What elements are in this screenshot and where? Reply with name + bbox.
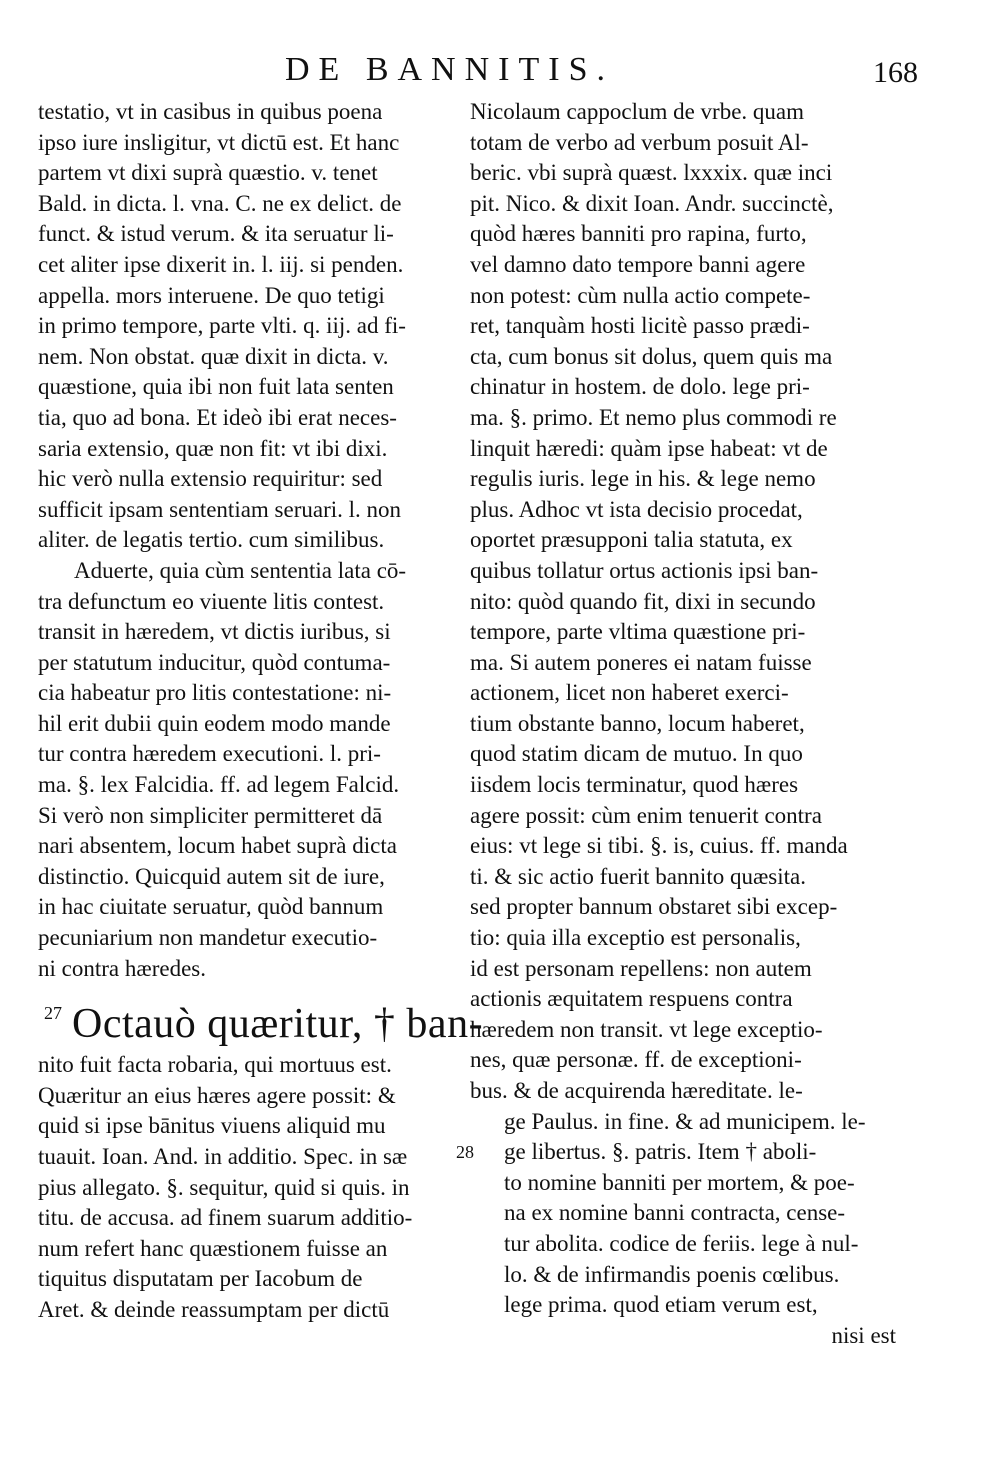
text-line: agere possit: cùm enim tenuerit contra [470,802,822,828]
text-line: tuauit. Ioan. And. in additio. Spec. in sæ [38,1144,408,1169]
text-line: sed propter bannum obstaret sibi excep- [470,894,838,920]
text-line-numbered [456,1137,900,1168]
text-line: linquit hæredi: quàm ipse habeat: vt de [470,435,828,461]
section-heading-line [38,998,484,1050]
text-line: aliter. de legatis tertio. cum similibus. [38,527,385,553]
text-line: actionem, licet non haberet exerci- [470,680,789,706]
text-line: quæstione, quia ibi non fuit lata senten [38,374,394,400]
text-line: Nicolaum cappoclum de vrbe. quam [470,99,805,124]
text-line: per statutum inducitur, quòd contuma- [38,649,391,675]
text-line: tium obstante banno, locum haberet, [470,710,805,736]
text-line: ipso iure insligitur, vt dictū est. Et hanc [38,129,400,155]
text-line: nito: quòd quando fit, dixi in secundo [470,588,816,614]
text-line: testatio, vt in casibus in quibus poena [38,99,383,124]
marginal-number: 28 [456,1142,474,1163]
text-line: id est personam repellens: non autem [470,955,812,981]
text-line: totam de verbo ad verbum posuit Al- [470,129,809,155]
text-line: regulis iuris. lege in his. & lege nemo [470,466,816,492]
paragraph-3 [38,1050,468,1325]
text-line: Si verò non simpliciter permitteret dā [38,802,383,828]
text-line: non potest: cùm nulla actio compete- [470,282,811,308]
text-line: in primo tempore, parte vlti. q. iij. ad fi- [38,313,406,339]
text-line: tia, quo ad bona. Et ideò ibi erat neces- [38,404,397,430]
running-title: DE BANNITIS. [285,51,614,88]
text-line: hic verò nulla extensio requiritur: sed [38,466,383,492]
text-line: cet aliter ipse dixerit in. l. iij. si penden. [38,251,404,277]
text-line: lo. & de infirmandis poenis cœlibus. [504,1261,840,1287]
text-line: nes, quæ personæ. ff. de exceptioni- [470,1047,802,1073]
text-line: ret, tanquàm hosti licitè passo prædi- [470,313,810,339]
catchword: nisi est [831,1322,896,1348]
text-line: plus. Adhoc vt ista decisio procedat, [470,496,803,522]
text-line: nem. Non obstat. quæ dixit in dicta. v. [38,343,389,369]
text-line: saria extensio, quæ non fit: vt ibi dixi. [38,435,388,461]
text-line: cta, cum bonus sit dolus, quem quis ma [470,343,833,369]
text-line: Aduerte, quia cùm sententia lata cō- [74,557,407,583]
spacer [38,984,468,998]
text-line: actionis æquitatem respuens contra [470,986,793,1012]
text-line: hæredem non transit. vt lege exceptio- [470,1016,823,1042]
text-line: quid si ipse bānitus viuens aliquid mu [38,1113,386,1139]
text-line: ge Paulus. in fine. & ad municipem. le- [504,1108,866,1134]
paragraph-1 [38,97,468,556]
paragraph-2 [38,556,468,984]
text-line: tiquitus disputatam per Iacobum de [38,1266,363,1292]
text-line: to nomine banniti per mortem, & poe- [504,1169,855,1195]
text-line: ma. §. lex Falcidia. ff. ad legem Falcid. [38,772,400,798]
text-line: num refert hanc quæstionem fuisse an [38,1235,388,1261]
marginal-number: 27 [44,1003,62,1024]
text-line: bus. & de acquirenda hæreditate. le- [470,1078,803,1103]
text-line: quibus tollatur ortus actionis ipsi ban- [470,557,819,583]
text-line: Aret. & deinde reassumptam per dictū [38,1296,390,1322]
text-line: beric. vbi suprà quæst. lxxxix. quæ inci [470,160,833,186]
text-line: oportet præsupponi talia statuta, ex [470,527,793,553]
text-line: in hac ciuitate seruatur, quòd bannum [38,894,384,920]
text-line: pecuniarium non mandetur executio- [38,925,378,951]
right-column [456,97,900,1351]
text-line: iisdem locis terminatur, quod hæres [470,772,799,798]
right-paragraph [456,97,900,1351]
text-line: tra defunctum eo viuente litis contest. [38,588,385,614]
text-line: distinctio. Quicquid autem sit de iure, [38,863,385,889]
text-line: ge libertus. §. patris. Item † aboli- [504,1139,817,1165]
text-line: sufficit ipsam sententiam seruari. l. non [38,496,402,522]
text-line: pit. Nico. & dixit Ioan. Andr. succinctè, [470,190,834,216]
text-line: tio: quia illa exceptio est personalis, [470,925,801,951]
text-line: nari absentem, locum habet suprà dicta [38,833,397,859]
text-line: lege prima. quod etiam verum est, [504,1292,818,1318]
text-line: ti. & sic actio fuerit bannito quæsita. [470,863,806,889]
text-line: tur abolita. codice de feriis. lege à nul- [504,1230,859,1256]
text-line: tempore, parte vltima quæstione pri- [470,619,806,645]
text-line: quòd hæres banniti pro rapina, furto, [470,221,807,247]
text-line: appella. mors interuene. De quo tetigi [38,282,385,308]
section-heading: Octauò quæritur, † ban- [72,1001,484,1048]
text-line: ma. Si autem poneres ei natam fuisse [470,649,812,675]
text-line: quod statim dicam de mutuo. In quo [470,741,803,767]
text-line: transit in hæredem, vt dictis iuribus, si [38,619,391,645]
text-line: partem vt dixi suprà quæstio. v. tenet [38,160,378,186]
text-line: ni contra hæredes. [38,955,206,981]
text-line: na ex nomine banni contracta, cense- [504,1200,846,1226]
text-line: funct. & istud verum. & ita seruatur li- [38,221,394,247]
text-line: vel damno dato tempore banni agere [470,251,806,277]
page-number: 168 [873,56,918,89]
text-line: tur contra hæredem executioni. l. pri- [38,741,381,767]
text-line: chinatur in hostem. de dolo. lege pri- [470,374,810,400]
text-line: ma. §. primo. Et nemo plus commodi re [470,404,837,430]
text-line: cia habeatur pro litis contestatione: ni- [38,680,392,706]
text-line: hil erit dubii quin eodem modo mande [38,710,391,736]
text-line: titu. de accusa. ad finem suarum additio- [38,1205,413,1231]
left-column [38,97,484,1326]
text-line: pius allegato. §. sequitur, quid si quis. in [38,1174,410,1200]
text-line: Bald. in dicta. l. vna. C. ne ex delict. de [38,190,402,216]
text-line: nito fuit facta robaria, qui mortuus est. [38,1052,392,1078]
text-line: Quæritur an eius hæres agere possit: & [38,1082,396,1108]
text-line: eius: vt lege si tibi. §. is, cuius. ff. manda [470,833,848,859]
